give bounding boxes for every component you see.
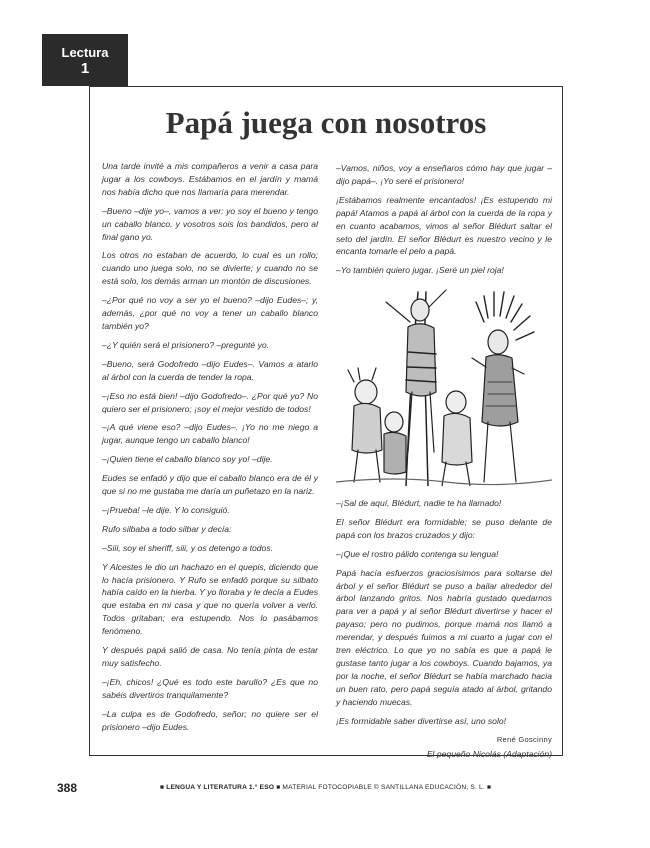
- paragraph: –Yo también quiero jugar. ¡Seré un piel roja!: [336, 265, 504, 276]
- footer-rest: MATERIAL FOTOCOPIABLE © SANTILLANA EDUCACIÓN, S. L.: [282, 784, 485, 791]
- paragraph: Una tarde invité a mis compañeros a venir a casa para jugar a los cowboys. Estábamos en el jardín y mamá nos había dicho que nos llamaría para merendar.: [102, 161, 318, 197]
- paragraph: Eudes se enfadó y dijo que el caballo blanco era de él y que si no me gustaba me daría un puñetazo en la nariz.: [102, 473, 318, 497]
- paragraph: –Bueno, será Godofredo –dijo Eudes–. Vamos a atarlo al árbol con la cuerda de tender la ropa.: [102, 358, 318, 382]
- paragraph: El señor Blédurt era formidable; se puso delante de papá con los brazos cruzados y dijo:: [336, 516, 552, 540]
- paragraph: –Siii, soy el sheriff, siii, y os detengo a todos.: [102, 542, 274, 553]
- paragraph: –¡Prueba! –le dije. Y lo consiguió.: [102, 504, 230, 515]
- paragraph: –¿Por qué no voy a ser yo el bueno? –dijo Eudes–; y, además, ¿por qué no voy a tener un caballo blanco también yo?: [102, 295, 318, 331]
- right-column-top: [336, 162, 552, 283]
- footer-subject: LENGUA Y LITERATURA 1.° ESO: [166, 784, 275, 791]
- paragraph: –¡Sal de aquí, Blédurt, nadie te ha llamado!: [336, 498, 502, 508]
- paragraph: Papá hacía esfuerzos graciosísimos para soltarse del árbol y el señor Blédurt se puso a bailar alrededor del árbol lanzando gritos. Nos habría gustado quedarnos para ver a papá y al señor Blédurt divertirse y hacer el payaso; pero no pudimos, porque mamá nos llamó a merendar, y después fuimos a mi cuarto a jugar con el tren eléctrico. Lo que yo no sabía es que a papá le gustase tanto jugar a los cowboys. Cuando bajamos, ya por la noche, el señor Blédurt se había marchado hacia un buen rato, pero papá seguía atado al árbol, gritando y haciendo muecas.: [336, 567, 552, 707]
- paragraph: –Bueno –dije yo–, vamos a ver: yo soy el bueno y tengo un caballo blanco, y vosotros sois los bandidos, pero al final gano yo.: [102, 205, 318, 242]
- paragraph: –¡A qué viene eso? –dijo Eudes–. ¡Yo no me niego a jugar, aunque tengo un caballo blanco!: [102, 422, 318, 446]
- paragraph: Y después papá salió de casa. No tenía pinta de estar muy satisfecho.: [102, 645, 318, 668]
- paragraph: –Vamos, niños, voy a enseñaros cómo hay que jugar –dijo papá–. ¡Yo seré el prisionero!: [336, 163, 552, 186]
- left-column: [102, 160, 318, 740]
- paragraph: Y Alcestes le dio un hachazo en el quepis, diciendo que lo hacía prisionero. Y Rufo se enfadó porque su silbato había caído en la hierba. Y yo lloraba y le decía a Eudes que estaba en mi casa y que no quería volver a verlo. Todos gritaban; era estupendo. Nos lo pasábamos fenómeno.: [102, 561, 318, 637]
- paragraph: –¡Quien tiene el caballo blanco soy yo! –dije.: [102, 454, 273, 465]
- paragraph: –¡Eso no está bien! –dijo Godofredo–. ¿Por qué yo? No quiero ser el prisionero; ¡soy el mejor vestido de todos!: [102, 390, 318, 414]
- tab-number: 1: [80, 60, 90, 77]
- page-title: Papá juega con nosotros: [165, 105, 487, 140]
- paragraph: –¡Que el rostro pálido contenga su lengua!: [336, 548, 499, 559]
- cowboys-illustration: [336, 282, 552, 486]
- right-column-bottom: [336, 497, 552, 767]
- page-number: 388: [57, 781, 78, 795]
- author: René Goscinny: [496, 734, 552, 744]
- paragraph: –¡Eh, chicos! ¿Qué es todo este barullo? ¿Es que no sabéis divertiros tranquilamente?: [102, 676, 318, 700]
- paragraph: Los otros no estaban de acuerdo, lo cual es un rollo; cuando uno juega solo, no se divierte; y cuando no se está solo, los demás arman un montón de discusiones.: [102, 250, 318, 287]
- source: El pequeño Nicolás (Adaptación): [426, 749, 552, 760]
- paragraph: –¿Y quién será el prisionero? –pregunté yo.: [102, 339, 270, 350]
- reading-tab: [42, 34, 128, 86]
- paragraph: ¡Es formidable saber divertirse así, uno solo!: [336, 715, 507, 726]
- paragraph: –La culpa es de Godofredo, señor; no quiere ser el prisionero –dijo Eudes.: [102, 708, 318, 732]
- paragraph: ¡Estábamos realmente encantados! ¡Es estupendo mi papá! Atamos a papá al árbol con la cuerda de la ropa y en cuanto acabamos, vimos al señor Blédurt saltar el seto del jardín. El señor Blédurt es nuestro vecino y le encanta tomarle el pelo a papá.: [336, 194, 552, 257]
- tab-label: Lectura: [61, 45, 109, 60]
- paragraph: Rufo silbaba a todo silbar y decía:: [102, 523, 232, 534]
- footer-text: ■ LENGUA Y LITERATURA 1.° ESO ■ MATERIAL FOTOCOPIABLE © SANTILLANA EDUCACIÓN, S. L. ■: [160, 784, 492, 791]
